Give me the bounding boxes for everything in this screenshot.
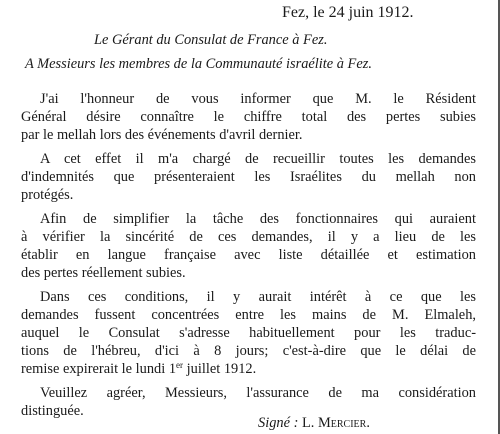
- paragraph-1-line-2: Général désire connaître le chiffre total des pertes subies: [21, 109, 476, 125]
- paragraph-4-line-1: Dans ces conditions, il y aurait intérêt à ce que les: [40, 289, 476, 305]
- dateline: Fez, le 24 juin 1912.: [282, 4, 414, 21]
- paragraph-4-line-3: auquel le Consulat s'adresse habituellement pour les traduc-: [21, 325, 476, 341]
- paragraph-2-line-1: A cet effet il m'a chargé de recueillir toutes les demandes: [40, 151, 476, 167]
- paragraph-3-line-2: à vérifier la sincérité de ces demandes, il y a lieu de les: [21, 229, 476, 245]
- remise-text: remise expirerait le lundi 1: [21, 361, 177, 377]
- paragraph-4-line-2: demandes fussent concentrées entre les mains de M. Elmaleh,: [21, 307, 476, 323]
- paragraph-2-line-2: d'indemnités que présenteraient les Israélites du mellah non: [21, 169, 476, 185]
- closing-line-2: distinguée.: [21, 403, 84, 419]
- ordinal-superscript: er: [176, 360, 184, 370]
- sender-line: Le Gérant du Consulat de France à Fez.: [94, 32, 328, 48]
- paragraph-4-line-4: tions de l'hébreu, d'ici à 8 jours; c'est-à-dire que le délai de: [21, 343, 476, 359]
- signature-name: L. Mercier.: [301, 415, 370, 431]
- signature: [258, 414, 370, 432]
- closing-line-1: Veuillez agréer, Messieurs, l'assurance de ma considération: [40, 385, 476, 401]
- paragraph-3-line-1: Afin de simplifier la tâche des fonctionnaires qui auraient: [40, 211, 476, 227]
- remise-date-tail: juillet 1912.: [183, 361, 257, 377]
- paragraph-1-line-1: J'ai l'honneur de vous informer que M. le Résident: [40, 91, 476, 107]
- paragraph-3-line-4: des pertes réellement subies.: [21, 265, 186, 281]
- paragraph-2-line-3: protégés.: [21, 187, 74, 203]
- recipient-line: A Messieurs les membres de la Communauté israélite à Fez.: [25, 56, 372, 72]
- paragraph-1-line-3: par le mellah lors des événements d'avril dernier.: [21, 127, 303, 143]
- signature-label: Signé :: [258, 415, 299, 431]
- paragraph-3-line-3: établir en langue française avec liste détaillée et estimation: [21, 247, 476, 263]
- paragraph-4-line-5: [21, 360, 256, 378]
